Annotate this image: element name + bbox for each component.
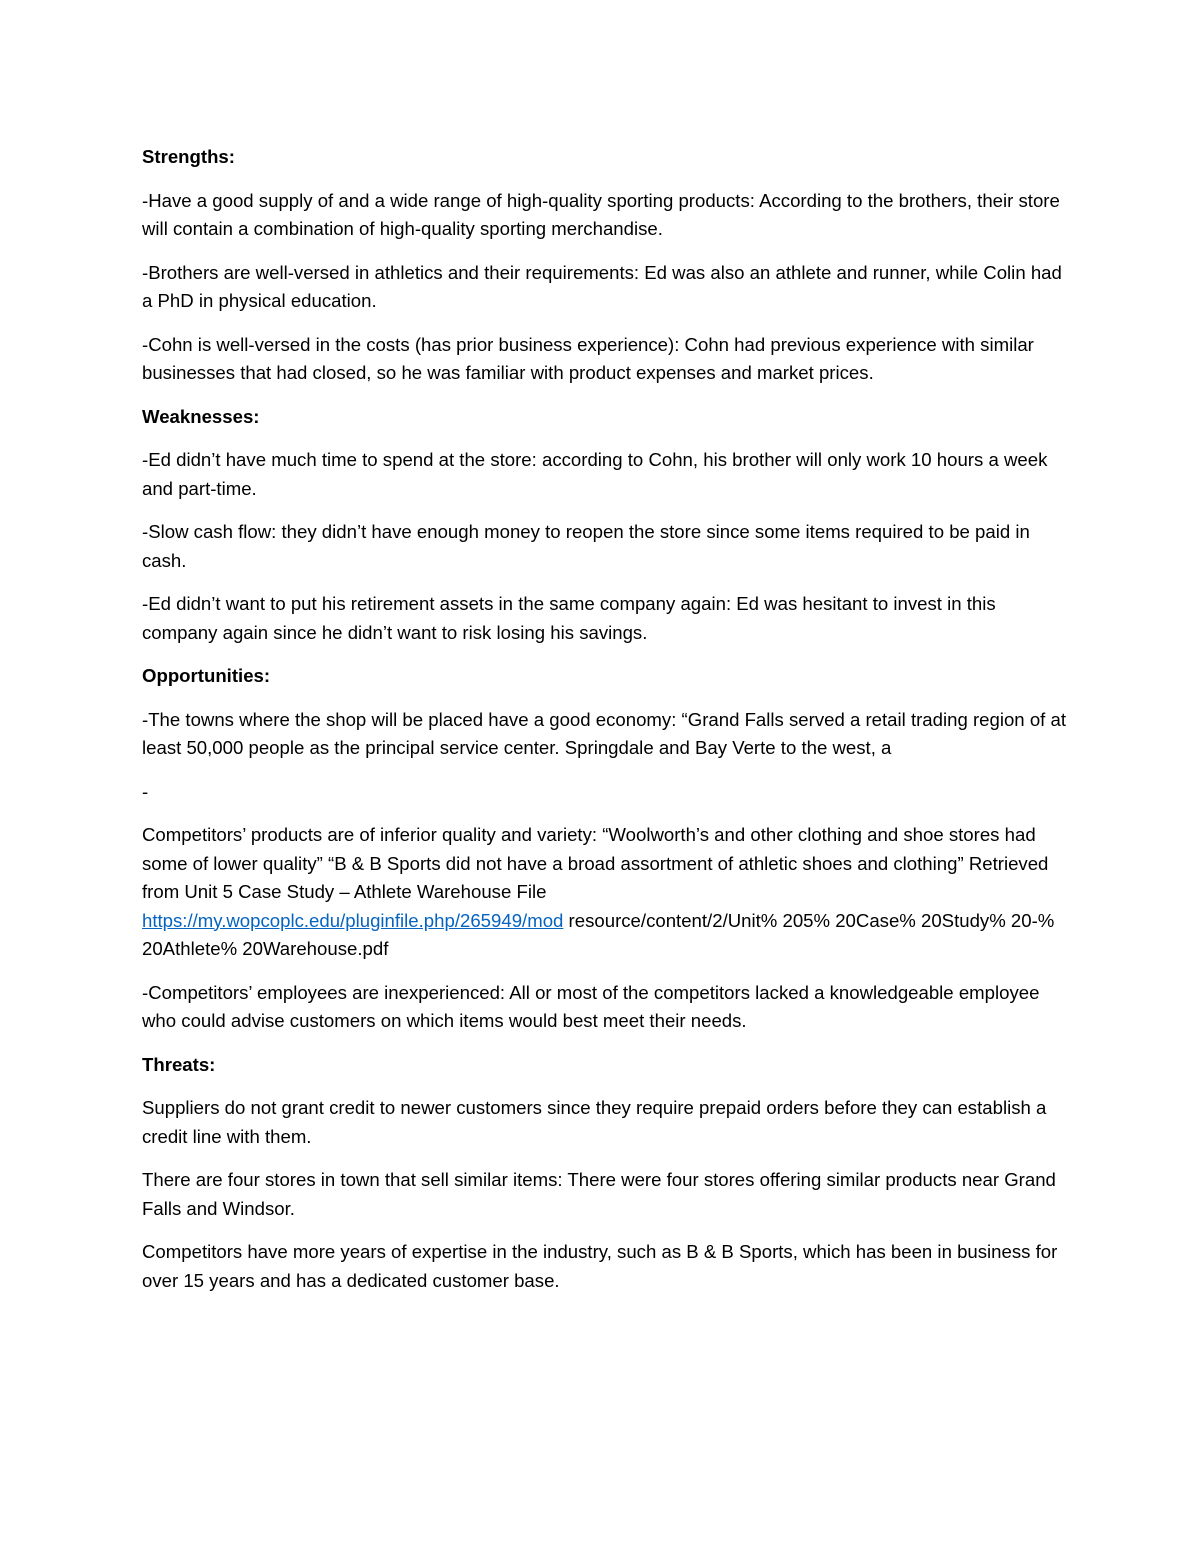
opportunities-item-competitors-products <box>142 821 1067 964</box>
strengths-item: -Have a good supply of and a wide range of high-quality sporting products: According to the brothers, their store will contain a combination of high-quality sporting merchandise. <box>142 189 1060 239</box>
case-study-reference <box>142 907 1067 964</box>
case-study-link-tail: resource/content/2/Unit% 205% 20Case% 20Study% 20-% 20Athlete% 20Warehouse.pdf <box>142 909 1055 959</box>
threats-item: Suppliers do not grant credit to newer customers since they require prepaid orders before they can establish a credit line with them. <box>142 1097 1047 1147</box>
opportunities-heading: Opportunities: <box>142 665 271 686</box>
strengths-item: -Cohn is well-versed in the costs (has prior business experience): Cohn had previous experience with similar businesses that had closed, so he was familiar with product expenses and market prices. <box>142 333 1034 383</box>
weaknesses-item: -Slow cash flow: they didn’t have enough money to reopen the store since some items required to be paid in cash. <box>142 521 1030 571</box>
strengths-heading: Strengths: <box>142 146 235 167</box>
weaknesses-heading: Weaknesses: <box>142 405 260 427</box>
threats-heading: Threats: <box>142 1053 216 1075</box>
opportunities-item-text: Competitors’ products are of inferior quality and variety: “Woolworth’s and other clothing and shoe stores had some of lower quality” “B & B Sports did not have a broad assortment of athletic shoes and clothing” Retrieved from Unit 5 Case Study – Athlete Warehouse File <box>142 824 1049 902</box>
weaknesses-item: -Ed didn’t want to put his retirement assets in the same company again: Ed was hesitant to invest in this company again since he didn’t want to risk losing his savings. <box>142 593 996 643</box>
weaknesses-item: -Ed didn’t have much time to spend at the store: according to Cohn, his brother will only work 10 hours a week and part-time. <box>142 449 1048 499</box>
document-body <box>142 143 1067 1310</box>
case-study-link[interactable]: https://my.wopcoplc.edu/pluginfile.php/265949/mod <box>142 909 564 931</box>
threats-item: Competitors have more years of expertise in the industry, such as B & B Sports, which has been in business for over 15 years and has a dedicated customer base. <box>142 1241 1058 1291</box>
threats-item: There are four stores in town that sell similar items: There were four stores offering similar products near Grand Falls and Windsor. <box>142 1169 1056 1219</box>
opportunities-item: -The towns where the shop will be placed have a good economy: “Grand Falls served a retail trading region of at least 50,000 people as the principal service center. Springdale and Bay Verte to the west, a <box>142 708 1066 758</box>
opportunities-item: -Competitors’ employees are inexperienced: All or most of the competitors lacked a knowledgeable employee who could advise customers on which items would best meet their needs. <box>142 981 1040 1031</box>
opportunities-dash: - <box>142 780 149 802</box>
strengths-item: -Brothers are well-versed in athletics and their requirements: Ed was also an athlete and runner, while Colin had a PhD in physical education. <box>142 261 1062 311</box>
